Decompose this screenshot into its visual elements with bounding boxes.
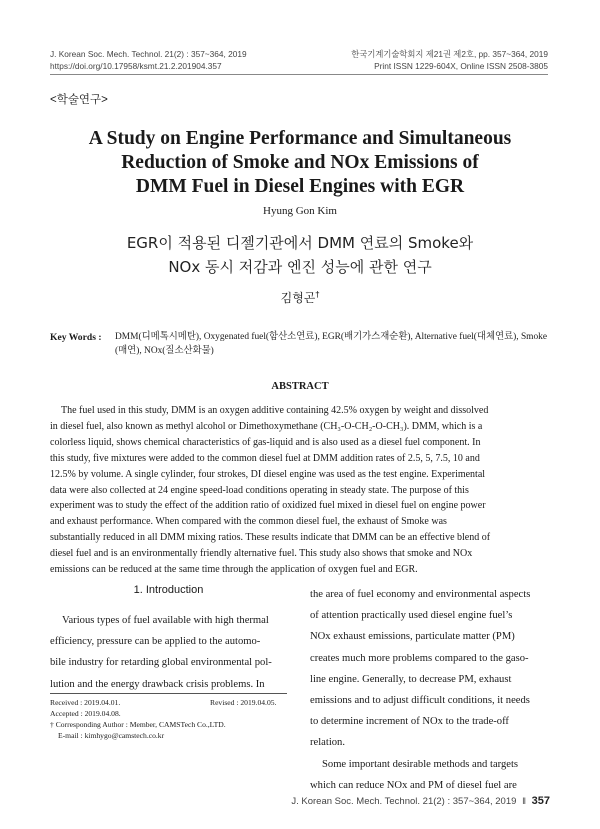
abstract-line: data were also collected at 24 engine speed-load conditions operating in steady state. The purpose of this — [50, 484, 469, 496]
header-rule — [50, 74, 548, 75]
paper-title — [50, 127, 550, 199]
keywords-label: Key Words : — [50, 332, 102, 343]
body-line: bile industry for retarding global environmental pol- — [50, 657, 272, 669]
page-number: 357 — [531, 795, 550, 807]
abstract-line: this study, five mixtures were added to the common diesel fuel at DMM addition rates of 2.5, 5, 7.5, 10 and — [50, 452, 480, 464]
body-line: creates much more problems compared to the gaso- — [310, 652, 529, 664]
title-line: Reduction of Smoke and NOx Emissions of — [121, 152, 479, 173]
abstract-heading: ABSTRACT — [271, 381, 329, 392]
title-ko-line: NOx 동시 저감과 엔진 성능에 관한 연구 — [168, 258, 432, 276]
section-tag: <학술연구> — [50, 94, 108, 106]
abstract-line: and exhaust performance. When compared with the common diesel fuel, the exhaust of Smoke was — [50, 516, 447, 528]
body-line: emissions and to adjust difficult conditions, it needs — [310, 695, 530, 707]
accepted-date: Accepted : 2019.04.08. — [50, 709, 121, 718]
abstract-line: 12.5% by volume. A single cylinder, four strokes, DI diesel engine was used as the test engine. Experimental — [50, 468, 486, 480]
abstract-line: in diesel fuel, also known as methyl alcohol or Dimethoxymethane (CH₃-O-CH₂-O-CH₃). DMM, which is a — [50, 420, 483, 432]
footer-separator: ‖ — [522, 796, 526, 807]
abstract-text — [50, 403, 550, 578]
corresponding-author: † Corresponding Author : Member, CAMSTech Co.,LTD. — [50, 720, 226, 729]
keywords-line: DMM(디메톡시메탄), Oxygenated fuel(함산소연료), EGR(배기가스재순환), Alternative fuel(대체연료), Smoke — [115, 332, 547, 342]
keywords-line: (매연), NOx(질소산화물) — [115, 346, 214, 356]
footer-citation: J. Korean Soc. Mech. Technol. 21(2) : 357~364, 2019 — [291, 796, 517, 807]
intro-left-column — [50, 610, 287, 695]
abstract-line: substantially reduced in all DMM mixing ratios. These results indicate that DMM can be an effective blend of — [50, 532, 491, 544]
abstract-line: The fuel used in this study, DMM is an oxygen additive containing 42.5% oxygen by weight and dissolved — [61, 405, 489, 416]
body-line: NOx exhaust emissions, particulate matter (PM) — [310, 631, 515, 643]
author-en: Hyung Gon Kim — [263, 205, 337, 217]
body-line: which can reduce NOx and PM of diesel fuel are — [310, 779, 517, 791]
body-line: Various types of fuel available with high thermal — [62, 615, 269, 626]
journal-citation: J. Korean Soc. Mech. Technol. 21(2) : 357~364, 2019 — [50, 49, 247, 59]
body-line: efficiency, pressure can be applied to the automo- — [50, 636, 261, 648]
author-email[interactable]: E-mail : kimhygo@camstech.co.kr — [58, 731, 165, 740]
abstract-line: diesel fuel and is an environmentally friendly alternative fuel. This study also shows that smoke and NOx — [50, 548, 473, 560]
footnote-rule — [50, 693, 287, 694]
abstract-line: emissions can be reduced at the same time through the application of oxygen fuel and EGR. — [50, 564, 418, 576]
intro-right-column — [310, 584, 550, 796]
abstract-line: colorless liquid, shows chemical characteristics of gas-liquid and is also used as a diesel fuel component. In — [50, 436, 481, 448]
abstract-line: experiment was to study the effect of the addition ratio of oxidized fuel mixed in diesel fuel on engine power — [50, 500, 486, 512]
body-line: of attention practically used diesel engine fuel’s — [310, 610, 513, 622]
author-ko: 김형곤 — [280, 291, 316, 305]
body-line: line engine. Generally, to decrease PM, exhaust — [310, 673, 512, 685]
received-date: Received : 2019.04.01. — [50, 698, 121, 707]
paper-title-korean — [50, 231, 550, 279]
issn-info: Print ISSN 1229-604X, Online ISSN 2508-3805 — [374, 61, 548, 71]
body-line: relation. — [310, 737, 346, 749]
revised-date: Revised : 2019.04.05. — [210, 698, 277, 707]
section-heading-introduction: 1. Introduction — [133, 584, 204, 596]
body-line: Some important desirable methods and targets — [322, 758, 519, 770]
doi-link[interactable]: https://doi.org/10.17958/ksmt.21.2.201904.357 — [50, 61, 222, 71]
body-line: the area of fuel economy and environmental aspects — [310, 589, 531, 600]
page-footer — [291, 795, 550, 807]
journal-citation-korean: 한국기계기술학회지 제21권 제2호, pp. 357~364, 2019 — [351, 49, 548, 59]
corresponding-mark: † — [315, 290, 320, 299]
body-line: lution and the energy drawback crisis problems. In — [50, 678, 265, 690]
title-line: DMM Fuel in Diesel Engines with EGR — [135, 176, 465, 197]
title-ko-line: EGR이 적용된 디젤기관에서 DMM 연료의 Smoke와 — [126, 234, 474, 252]
author-ko-block — [50, 289, 550, 306]
title-line: A Study on Engine Performance and Simultaneous — [88, 128, 512, 149]
body-line: to determine increment of NOx to the trade-off — [310, 716, 509, 728]
